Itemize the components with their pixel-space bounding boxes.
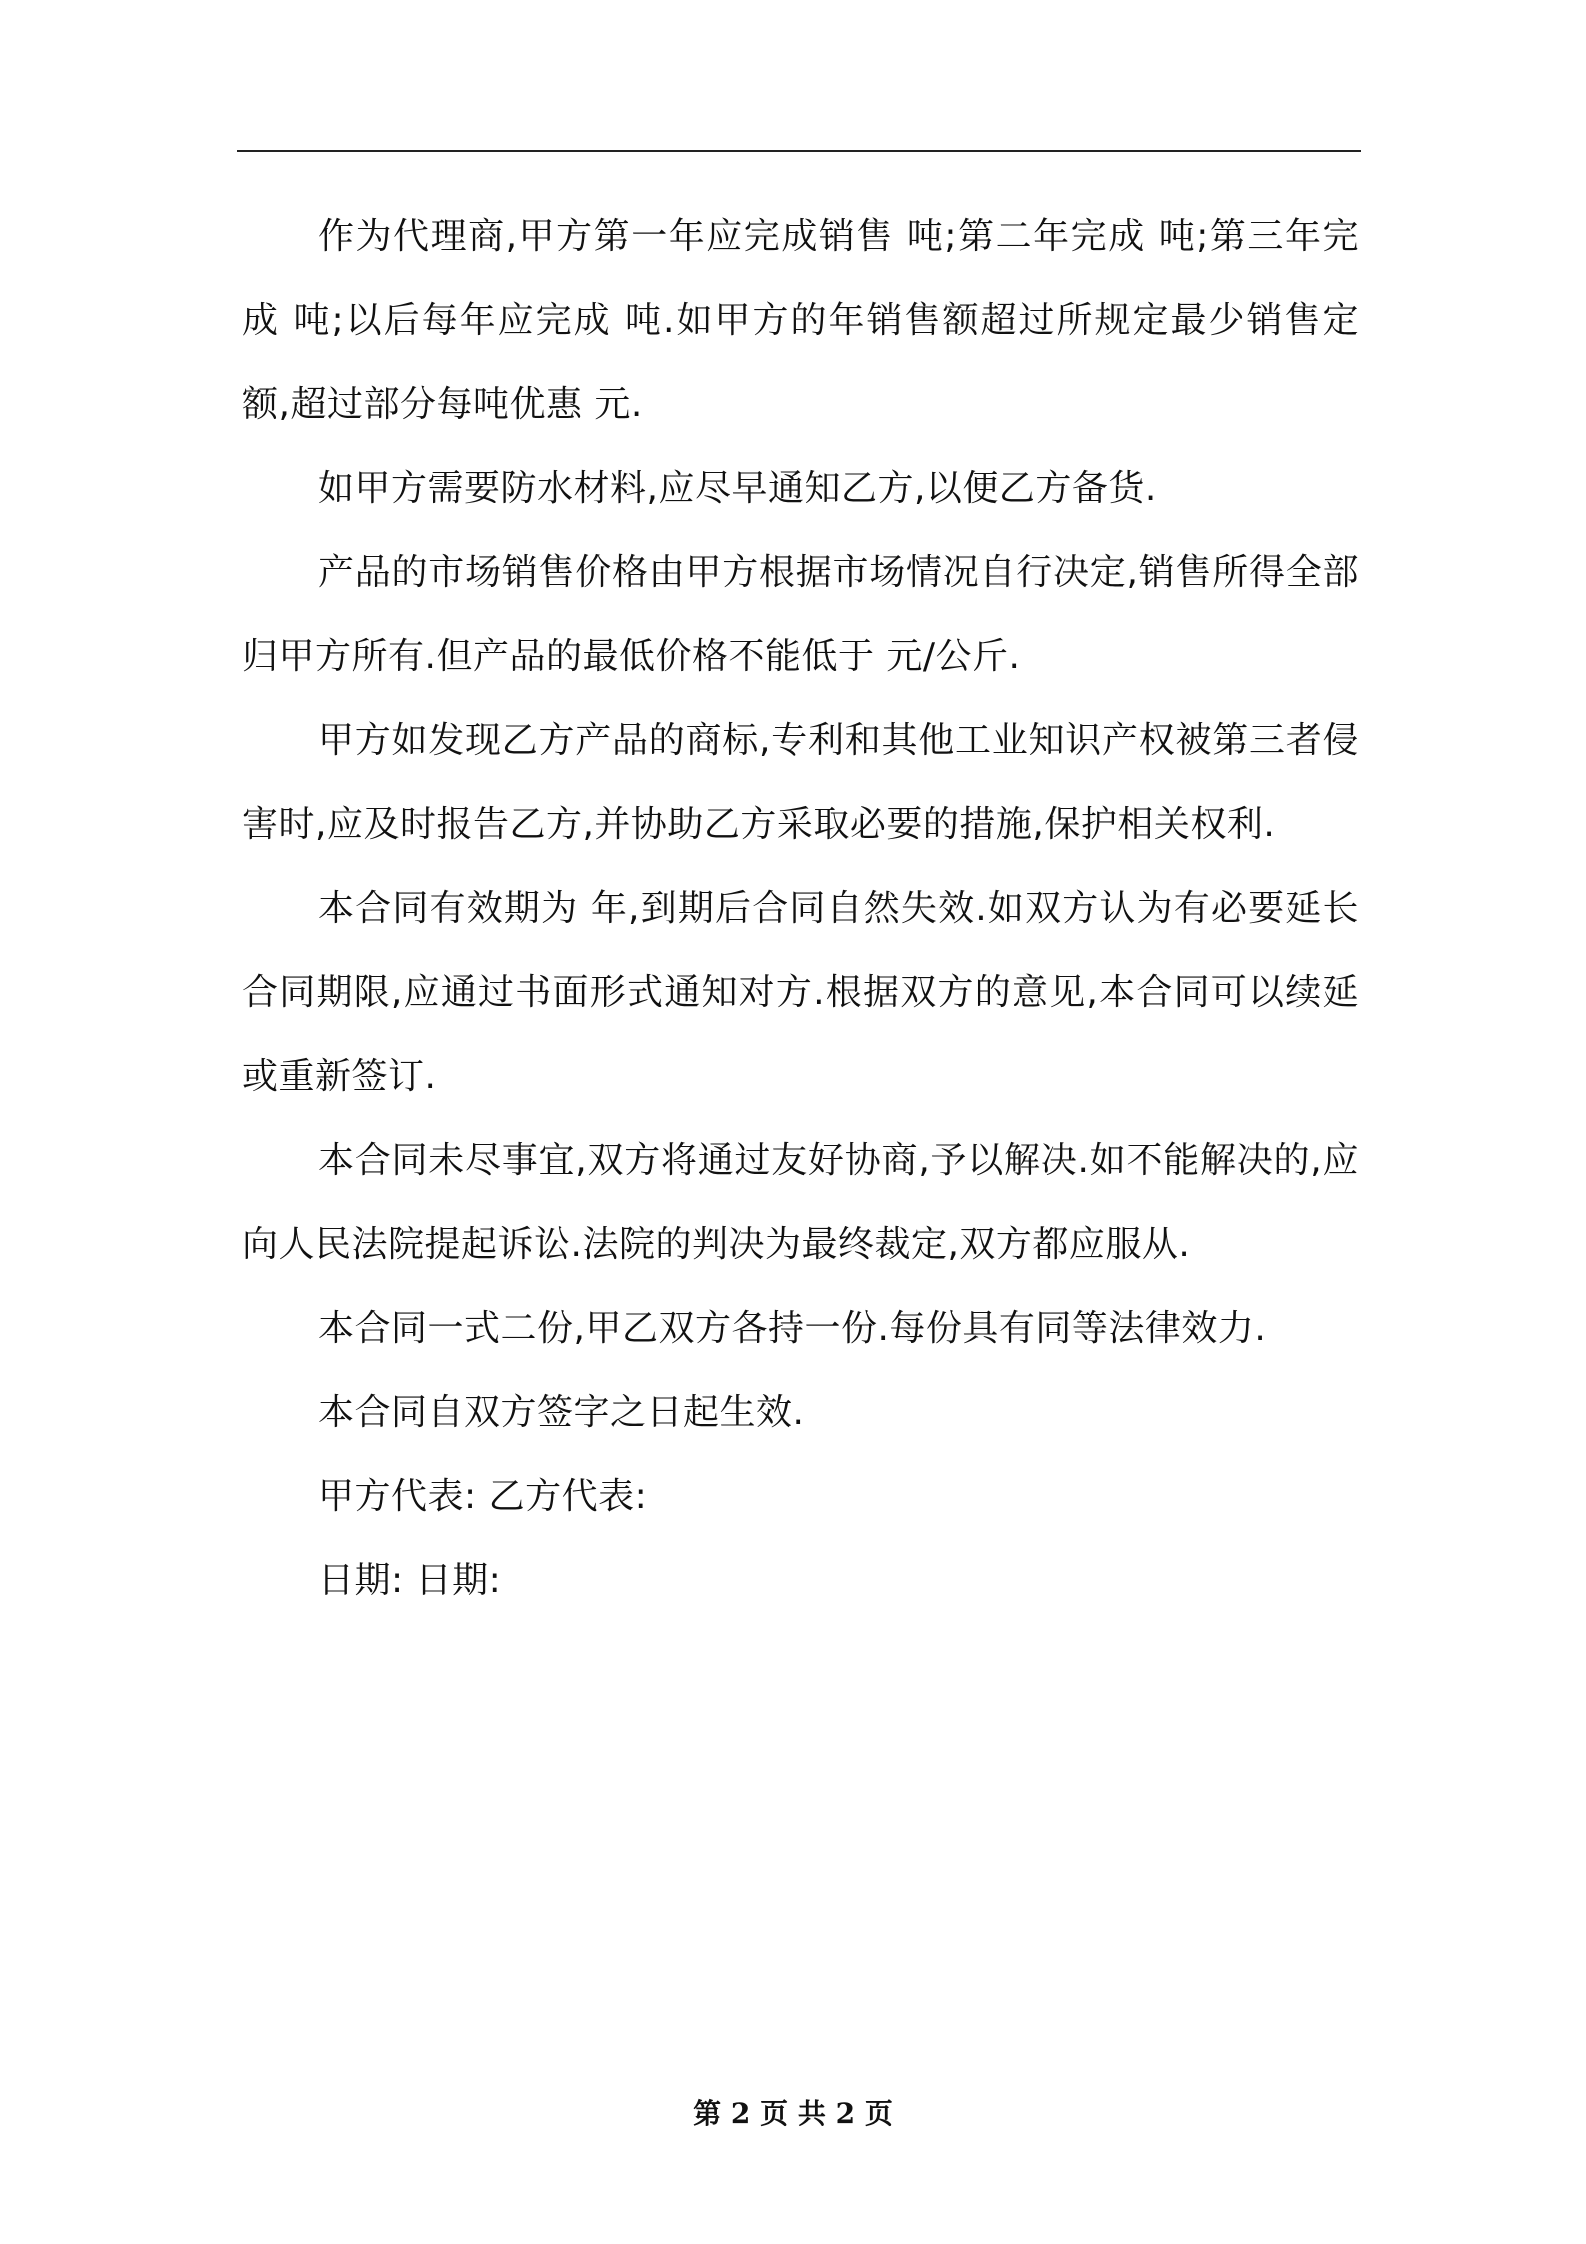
paragraph-ip-protection: 甲方如发现乙方产品的商标,专利和其他工业知识产权被第三者侵害时,应及时报告乙方,并协助乙方采取必要的措施,保护相关权利. bbox=[242, 720, 1359, 845]
document-body bbox=[242, 195, 1359, 1623]
paragraph-effective: 本合同自双方签字之日起生效. bbox=[318, 1392, 805, 1433]
paragraph-validity: 本合同有效期为 年,到期后合同自然失效.如双方认为有必要延长合同期限,应通过书面形式通知对方.根据双方的意见,本合同可以续延或重新签订. bbox=[242, 888, 1359, 1097]
paragraph-material-notice: 如甲方需要防水材料,应尽早通知乙方,以便乙方备货. bbox=[318, 468, 1157, 509]
signature-dates: 日期: 日期: bbox=[318, 1560, 502, 1601]
signature-representatives: 甲方代表: 乙方代表: bbox=[318, 1476, 648, 1517]
page-number-footer: 第 2 页 共 2 页 bbox=[693, 2097, 893, 2130]
header-rule bbox=[237, 150, 1361, 152]
paragraph-dispute: 本合同未尽事宜,双方将通过友好协商,予以解决.如不能解决的,应向人民法院提起诉讼.法院的判决为最终裁定,双方都应服从. bbox=[242, 1140, 1359, 1265]
paragraph-pricing: 产品的市场销售价格由甲方根据市场情况自行决定,销售所得全部归甲方所有.但产品的最低价格不能低于 元/公斤. bbox=[242, 552, 1359, 677]
paragraph-sales-quota: 作为代理商,甲方第一年应完成销售 吨;第二年完成 吨;第三年完成 吨;以后每年应完成 吨.如甲方的年销售额超过所规定最少销售定额,超过部分每吨优惠 元. bbox=[242, 216, 1359, 425]
paragraph-copies: 本合同一式二份,甲乙双方各持一份.每份具有同等法律效力. bbox=[318, 1308, 1267, 1349]
